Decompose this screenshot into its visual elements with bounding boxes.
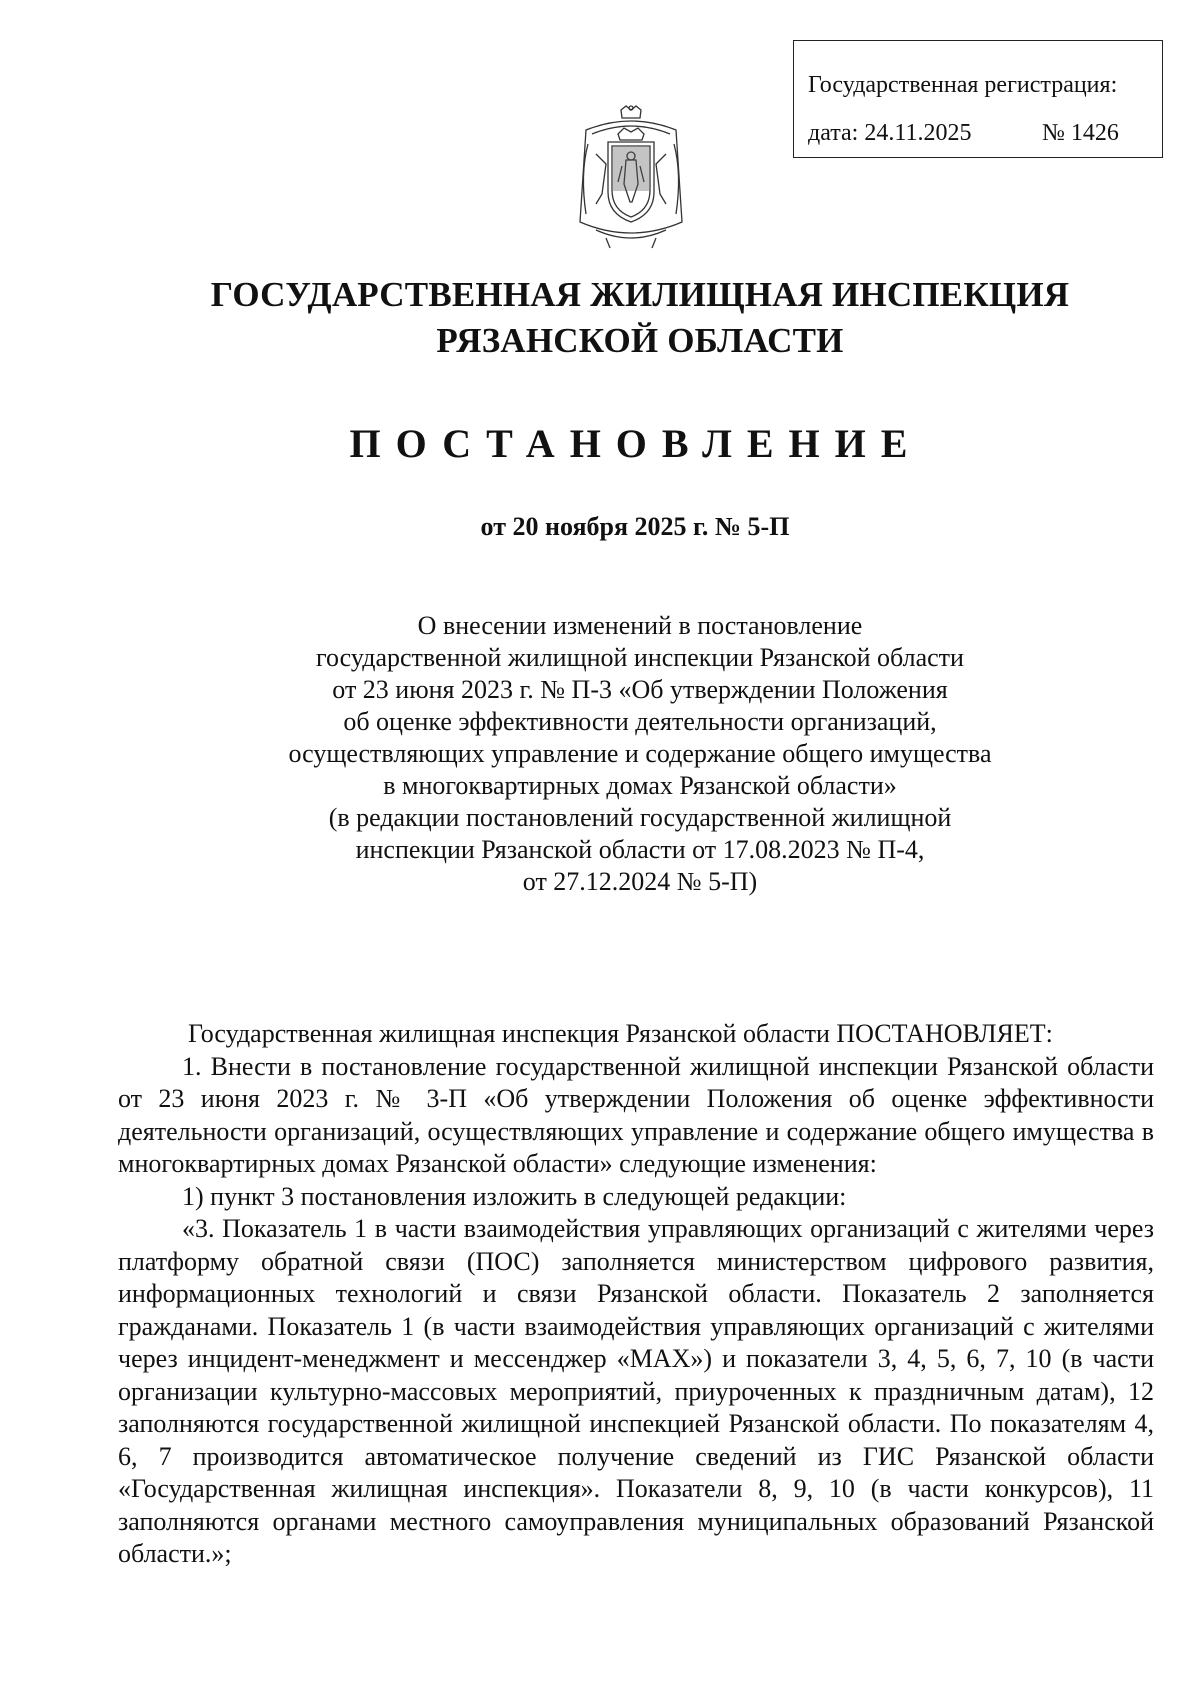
document-type: ПОСТАНОВЛЕНИЕ — [349, 421, 923, 466]
registration-title: Государственная регистрация: — [808, 72, 1118, 98]
coat-of-arms-icon — [566, 104, 696, 254]
subitem-1-paragraph: 1) пункт 3 постановления изложить в следующей редакции: — [182, 1181, 847, 1211]
subject-line: государственной жилищной инспекции Рязанской области — [316, 643, 964, 672]
subject-line: инспекции Рязанской области от 17.08.2023 № П-4, — [355, 835, 925, 864]
document-body — [118, 1018, 1154, 1571]
preamble-paragraph: Государственная жилищная инспекция Рязанской области ПОСТАНОВЛЯЕТ: — [188, 1019, 1053, 1048]
subject-line: в многоквартирных домах Рязанской области» — [383, 771, 897, 800]
subject-line: от 23 июня 2023 г. № П-3 «Об утверждении Положения — [332, 675, 948, 704]
document-subject — [0, 610, 1200, 898]
subject-line: от 27.12.2024 № 5-П) — [522, 867, 758, 896]
document-date-number: от 20 ноября 2025 г. № 5-П — [480, 512, 790, 541]
subject-line: О внесении изменений в постановление — [417, 611, 863, 640]
organization-title-line1: ГОСУДАРСТВЕННАЯ ЖИЛИЩНАЯ ИНСПЕКЦИЯ — [210, 275, 1070, 314]
registration-stamp — [793, 40, 1163, 158]
registration-number: № 1426 — [1042, 120, 1119, 146]
subject-line: (в редакции постановлений государственной жилищной — [328, 803, 952, 832]
item-1-paragraph: 1. Внести в постановление государственной жилищной инспекции Рязанской области от 23 июня 2023 г. № 3-П «Об утверждении Положения об оценке эффективности деятельности организаций, осуществляющих управление и содержание общего имущества в многоквартирных домах Рязанской области» следующие изменения: — [118, 1051, 1154, 1178]
organization-title-line2: РЯЗАНСКОЙ ОБЛАСТИ — [436, 321, 844, 360]
subject-line: осуществляющих управление и содержание общего имущества — [288, 739, 992, 768]
clause-3-paragraph: «3. Показатель 1 в части взаимодействия управляющих организаций с жителями через платформу обратной связи (ПОС) заполняется министерством цифрового развития, информационных технологий и связи Рязанской области. Показатель 2 заполняется гражданами. Показатель 1 (в части взаимодействия управляющих организаций с жителями через инцидент-менеджмент и мессенджер «MAX») и показатели 3, 4, 5, 6, 7, 10 (в части организации культурно-массовых мероприятий, приуроченных к праздничным датам), 12 заполняются государственной жилищной инспекцией Рязанской области. По показателям 4, 6, 7 производится автоматическое получение сведений из ГИС Рязанской области «Государственная жилищная инспекция». Показатели 8, 9, 10 (в части конкурсов), 11 заполняются органами местного самоуправления муниципальных образований Рязанской области.»; — [118, 1214, 1154, 1568]
subject-line: об оценке эффективности деятельности организаций, — [343, 707, 937, 736]
organization-title — [0, 272, 1200, 364]
registration-date: дата: 24.11.2025 — [808, 120, 972, 146]
